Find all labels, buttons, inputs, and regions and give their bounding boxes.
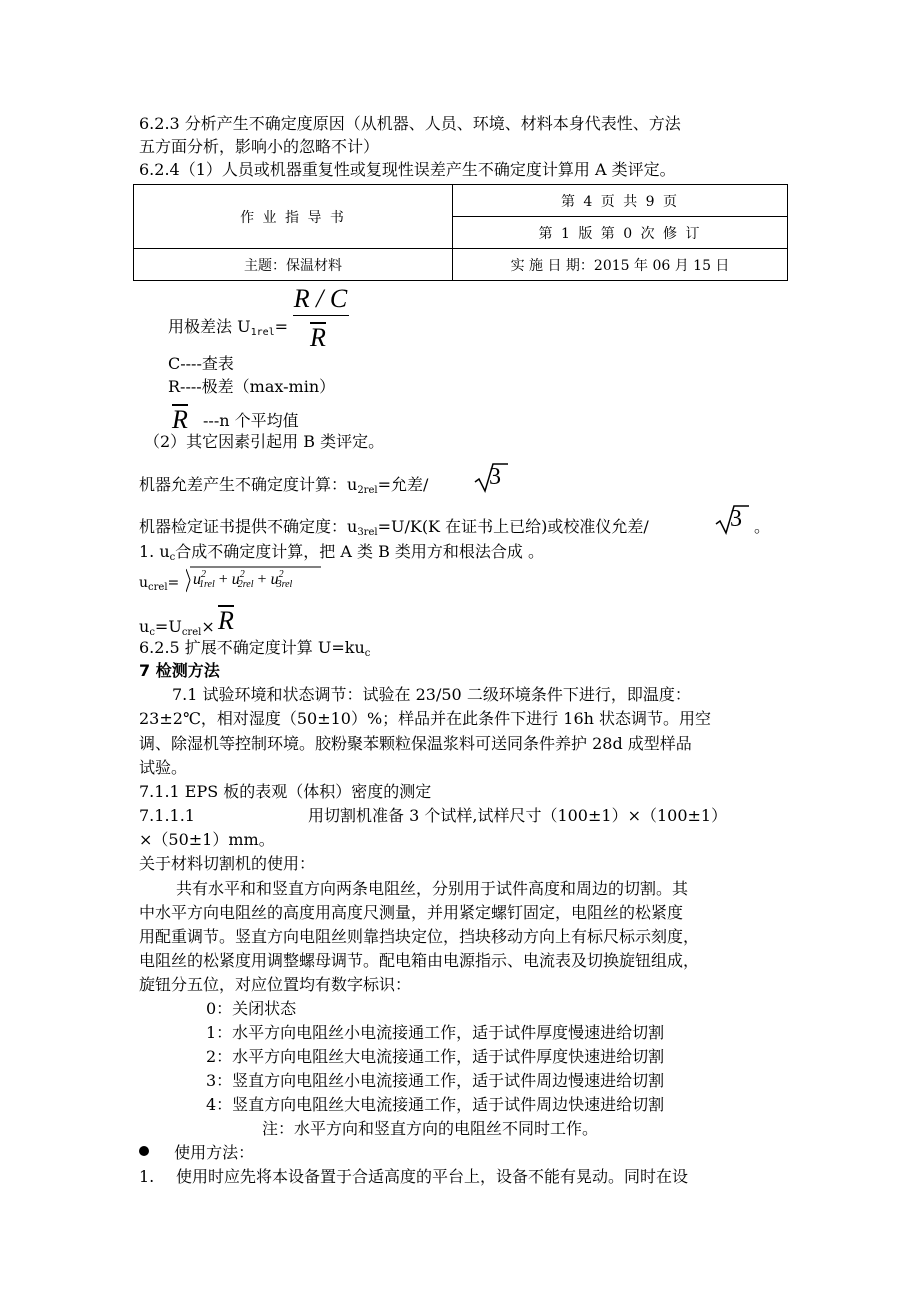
document-header-table xyxy=(133,184,788,281)
page-info-cell: 第 4 页 共 9 页 xyxy=(453,185,788,217)
section-7111-text: 用切割机准备 3 个试样,试样尺寸（100±1）×（100±1） xyxy=(308,806,728,825)
fraction-bar xyxy=(293,315,349,316)
def-c: C----查表 xyxy=(168,354,234,373)
cutter-para-l1: 共有水平和和竖直方向两条电阻丝，分别用于试件高度和周边的切割。其 xyxy=(176,879,689,898)
usage-item-1-num: 1. xyxy=(139,1167,155,1186)
def-r: R----极差（max-min） xyxy=(168,377,336,396)
expanded-uncertainty-line: 6.2.5 扩展不确定度计算 $U=ku_c$ xyxy=(139,638,371,659)
section-7111-cont: ×（50±1）mm。 xyxy=(139,830,275,849)
machine-tolerance-line: 机器允差产生不确定度计算：$u_{2rel}=$允差/ xyxy=(139,475,429,496)
knob-pos-4: 4：竖直方向电阻丝大电流接通工作，适于试件周边快速进给切割 xyxy=(206,1095,665,1114)
def-rbar-symbol: R xyxy=(172,405,188,434)
fraction-denominator: R xyxy=(310,323,326,352)
note-line: 注：水平方向和竖直方向的电阻丝不同时工作。 xyxy=(262,1119,599,1138)
line-623-a: 6.2.3 分析产生不确定度原因（从机器、人员、环境、材料本身代表性、方法 xyxy=(139,114,681,133)
b-type-line: （2）其它因素引起用 B 类评定。 xyxy=(144,432,385,451)
para-71-l4: 试验。 xyxy=(139,758,188,777)
section-7-heading: 7 检测方法 xyxy=(139,661,220,680)
para-71-l3: 调、除湿机等控制环境。胶粉聚苯颗粒保温浆料可送同条件养护 28d 成型样品 xyxy=(139,734,692,753)
sqrt3-value-1: 3 xyxy=(489,464,501,490)
fraction-numerator: R / C xyxy=(293,284,348,313)
combined-uncertainty-line: 1. $u_c$合成不确定度计算，把 A 类 B 类用方和根法合成 。 xyxy=(139,542,545,563)
line-624: 6.2.4（1）人员或机器重复性或复现性误差产生不确定度计算用 A 类评定。 xyxy=(139,160,676,179)
cutter-para-l2: 中水平方向电阻丝的高度用高度尺测量，并用紧定螺钉固定，电阻丝的松紧度 xyxy=(139,903,684,922)
sqrt3-value-2: 3 xyxy=(730,506,742,532)
version-cell: 第 1 版 第 0 次 修 订 xyxy=(453,217,788,249)
section-711: 7.1.1 EPS 板的表观（体积）密度的测定 xyxy=(139,782,432,801)
usage-item-1-text: 使用时应先将本设备置于合适高度的平台上，设备不能有晃动。同时在设 xyxy=(176,1167,689,1186)
para-71-l2: 23±2℃，相对湿度（50±10）%；样品并在此条件下进行 16h 状态调节。用空 xyxy=(139,709,712,728)
knob-pos-1: 1：水平方向电阻丝小电流接通工作，适于试件厚度慢速进给切割 xyxy=(206,1023,665,1042)
usage-title: 使用方法： xyxy=(174,1143,255,1162)
certificate-line-end: 。 xyxy=(754,517,771,536)
cutter-para-l4: 电阻丝的松紧度用调整螺母调节。配电箱由电源指示、电流表及切换旋钮组成， xyxy=(139,951,700,970)
def-rbar-text: ---n 个平均值 xyxy=(203,411,299,430)
section-7111-num: 7.1.1.1 xyxy=(139,806,195,825)
doc-type-cell: 作 业 指 导 书 xyxy=(134,185,453,249)
cutter-title: 关于材料切割机的使用： xyxy=(139,854,316,873)
date-cell: 实 施 日 期：2015 年 06 月 15 日 xyxy=(453,249,788,281)
ucrel-terms: $u^2_{1rel} + u^2_{2rel} + u^2_{3rel}$ xyxy=(193,569,293,590)
knob-pos-3: 3：竖直方向电阻丝小电流接通工作，适于试件周边慢速进给切割 xyxy=(206,1071,665,1090)
knob-pos-0: 0：关闭状态 xyxy=(206,999,297,1018)
certificate-line: 机器检定证书提供不确定度：$u_{3rel}=U/K(K$ 在证书上已给)或校准仪允差/ xyxy=(139,517,649,538)
cutter-para-l3: 用配重调节。竖直方向电阻丝则靠挡块定位，挡块移动方向上有标尺标示刻度， xyxy=(139,927,700,946)
cutter-para-l5: 旋钮分五位，对应位置均有数字标识： xyxy=(139,975,412,994)
bullet-icon xyxy=(139,1146,149,1156)
ucrel-label: $u_{crel}=$ xyxy=(139,575,180,593)
usage-title-row xyxy=(139,1142,254,1164)
uc-rbar: R xyxy=(218,606,234,635)
subject-cell: 主题：保温材料 xyxy=(134,249,453,281)
knob-pos-2: 2：水平方向电阻丝大电流接通工作，适于试件厚度快速进给切割 xyxy=(206,1047,665,1066)
range-method-label: 用极差法 $U_{1rel}=$ xyxy=(168,317,289,338)
uc-line: $u_c=U_{crel}\times$ xyxy=(139,617,215,638)
line-623-b: 五方面分析，影响小的忽略不计） xyxy=(139,137,380,156)
para-71-l1: 7.1 试验环境和状态调节：试验在 23/50 二级环境条件下进行，即温度： xyxy=(172,685,691,704)
